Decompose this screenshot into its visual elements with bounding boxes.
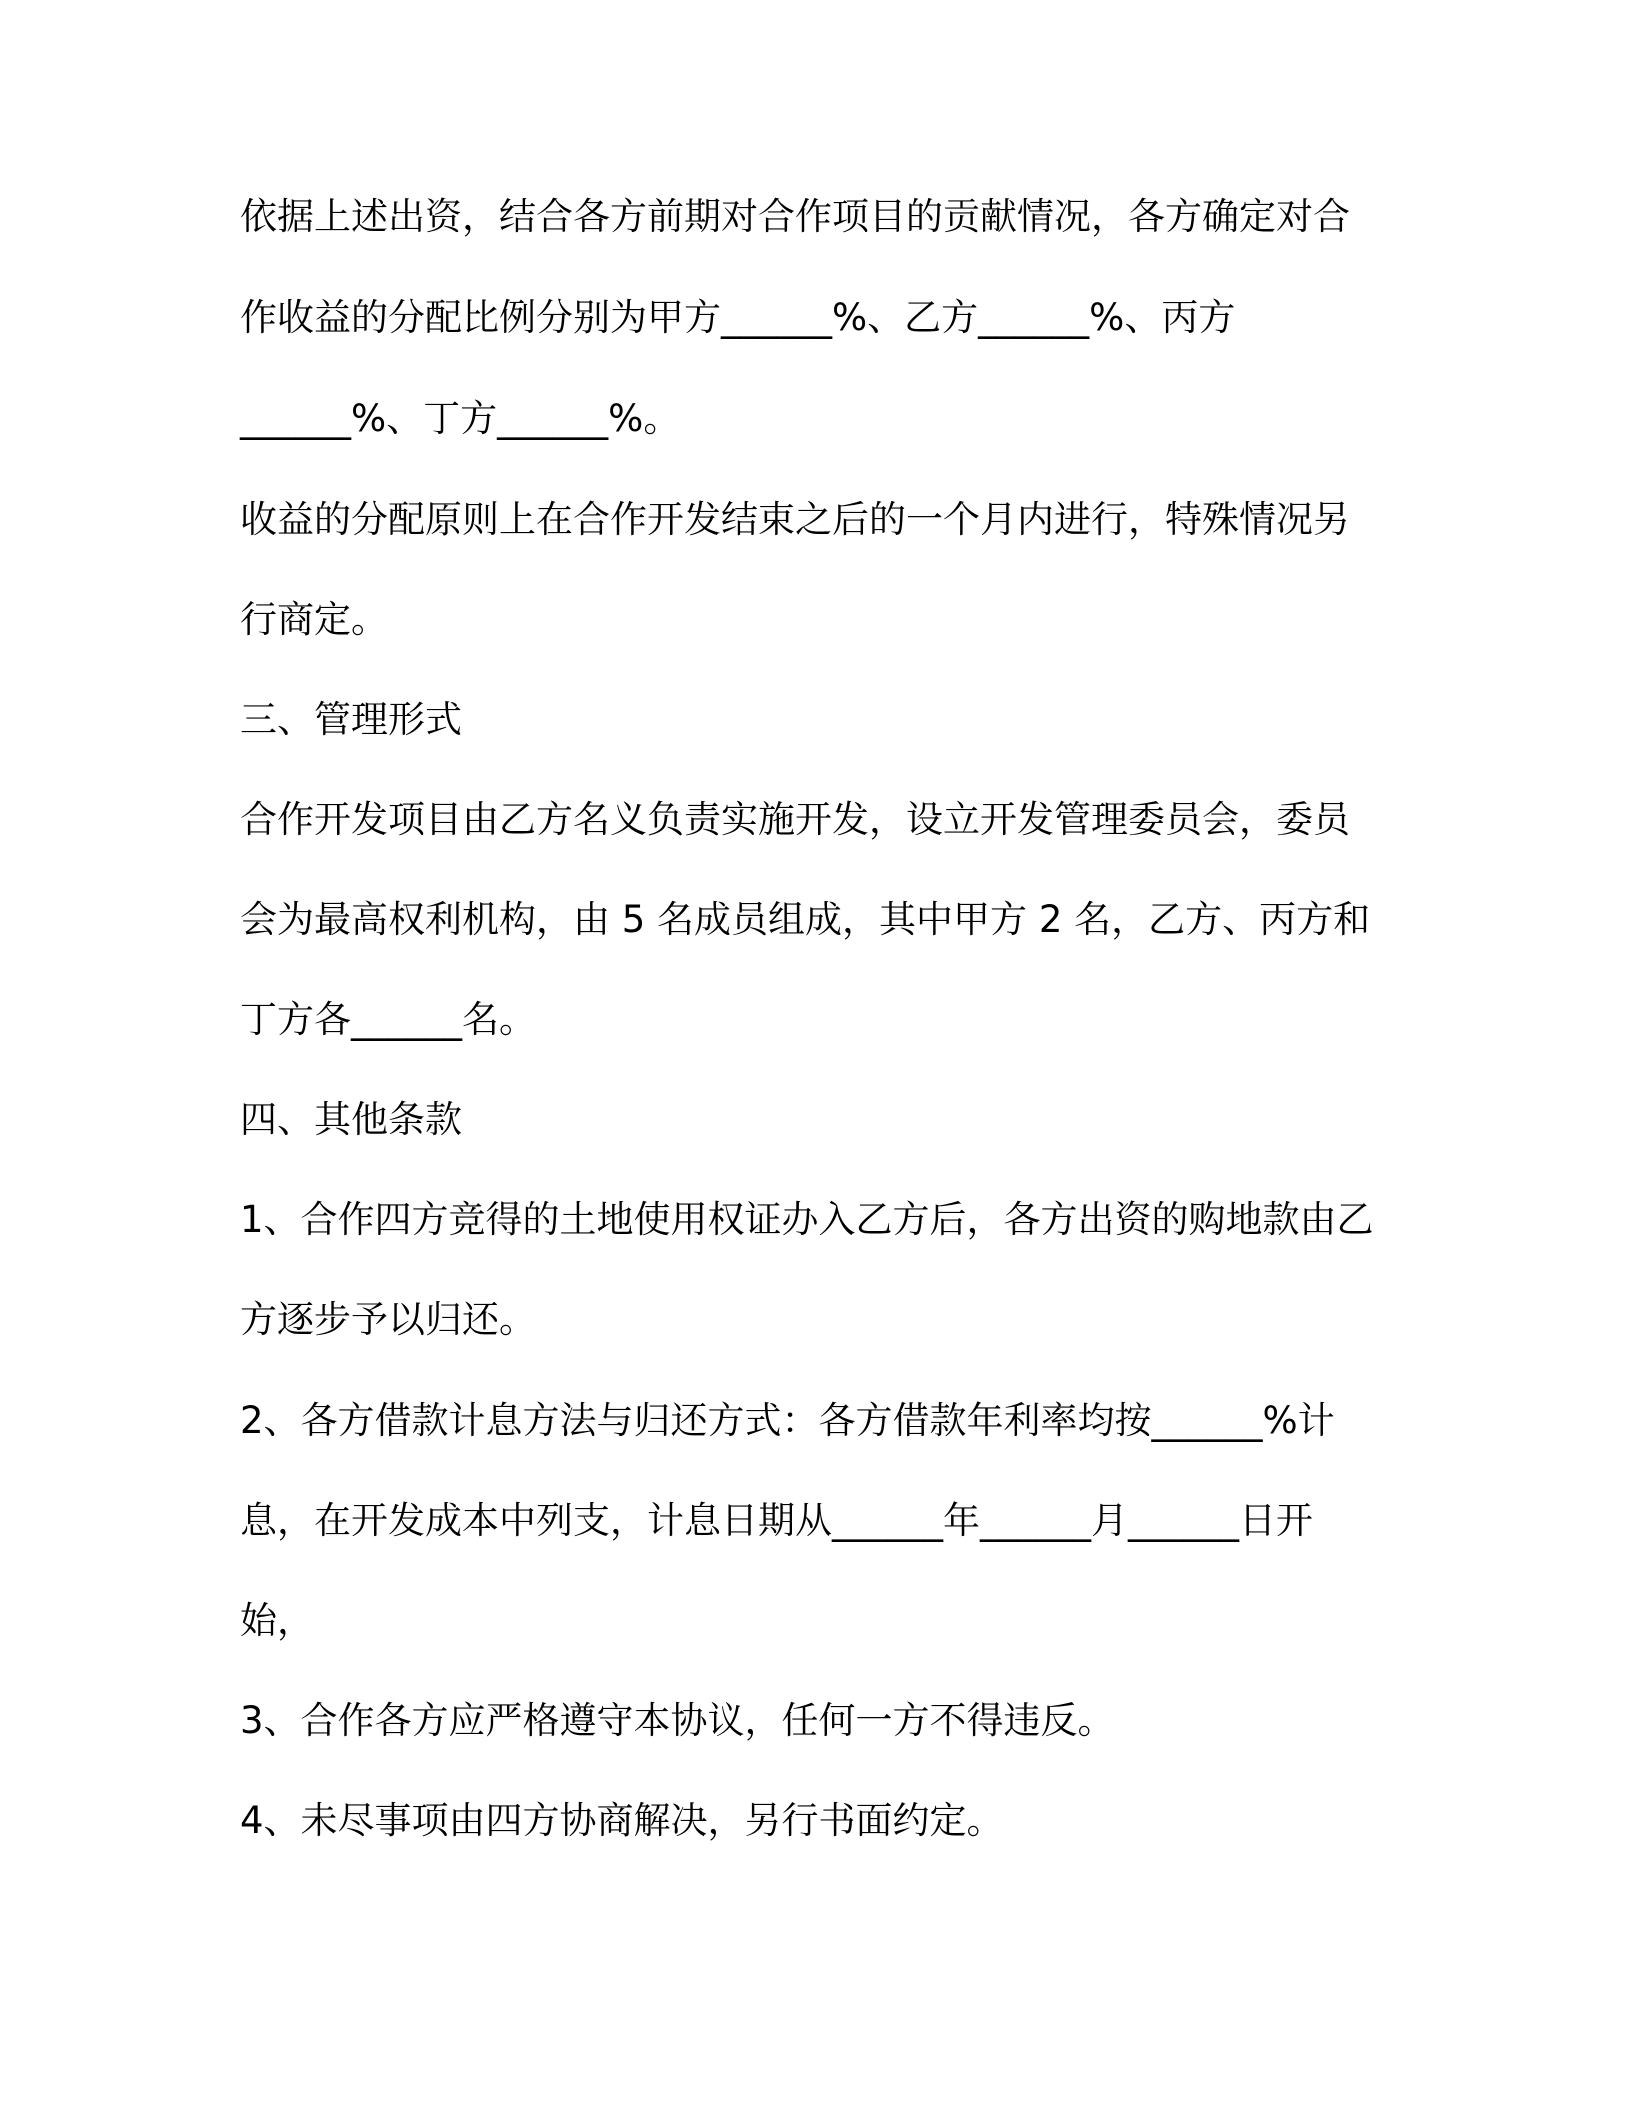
body-line: 依据上述出资，结合各方前期对合作项目的贡献情况，各方确定对合 <box>240 195 1350 238</box>
body-line: 作收益的分配比例分别为甲方______%、乙方______%、丙方 <box>240 296 1236 339</box>
body-line: 4、未尽事项由四方协商解决，另行书面约定。 <box>240 1799 1004 1842</box>
body-line: 会为最高权利机构，由 5 名成员组成，其中甲方 2 名，乙方、丙方和 <box>240 898 1371 941</box>
body-line: ______%、丁方______%。 <box>240 397 681 440</box>
body-line: 始， <box>240 1599 314 1642</box>
body-line: 收益的分配原则上在合作开发结束之后的一个月内进行，特殊情况另 <box>240 498 1350 541</box>
body-line: 行商定。 <box>240 598 388 641</box>
section-heading: 四、其他条款 <box>240 1098 462 1141</box>
body-line: 方逐步予以归还。 <box>240 1298 536 1341</box>
body-line: 2、各方借款计息方法与归还方式：各方借款年利率均按______%计 <box>240 1399 1335 1442</box>
body-line: 1、合作四方竞得的土地使用权证办入乙方后，各方出资的购地款由乙 <box>240 1198 1374 1241</box>
section-heading: 三、管理形式 <box>240 698 462 741</box>
body-line: 息，在开发成本中列支，计息日期从______年______月______日开 <box>240 1499 1313 1542</box>
body-line: 合作开发项目由乙方名义负责实施开发，设立开发管理委员会，委员 <box>240 798 1350 841</box>
body-line: 丁方各______名。 <box>240 998 536 1041</box>
body-line: 3、合作各方应严格遵守本协议，任何一方不得违反。 <box>240 1699 1115 1742</box>
